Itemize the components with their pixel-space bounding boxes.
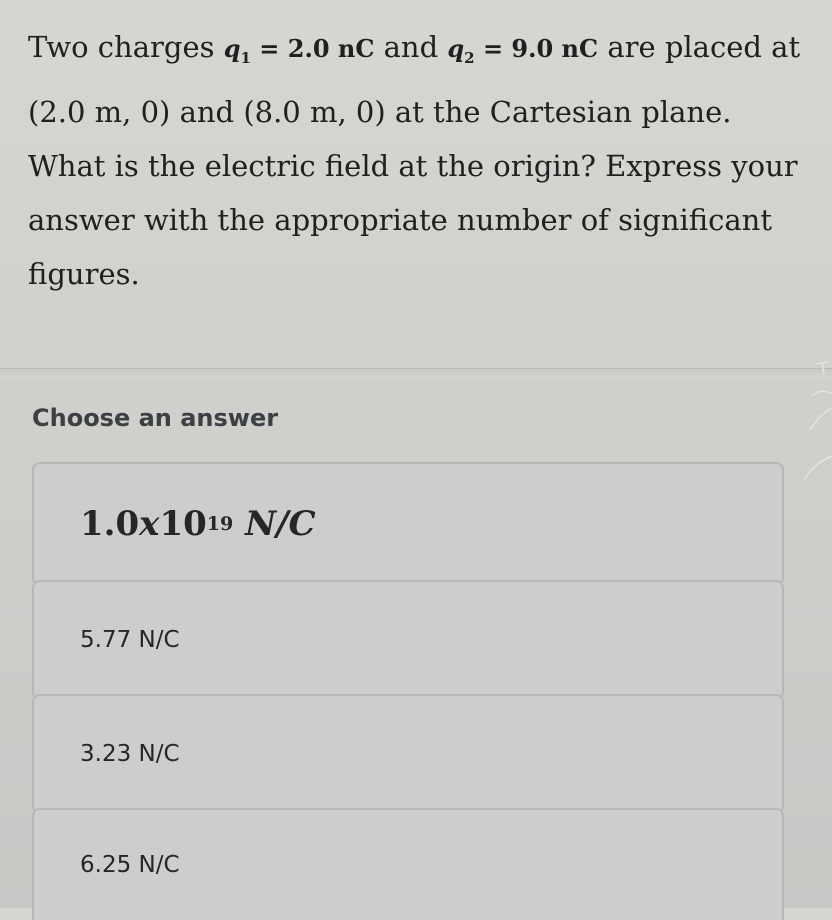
question-and: and — [383, 30, 439, 64]
answer-option-b[interactable] — [32, 580, 784, 700]
screen-edge-crack — [782, 360, 832, 540]
answer-option-c[interactable] — [32, 694, 784, 814]
answer-option-d-label: 6.25 N/C — [80, 852, 180, 878]
choose-answer-label: Choose an answer — [32, 404, 279, 432]
answer-option-c-label: 3.23 N/C — [80, 741, 180, 767]
answer-option-a[interactable]: 1.0 x 10 19 N/C — [32, 462, 784, 586]
question-text — [28, 20, 818, 301]
section-divider — [0, 368, 832, 379]
charge-q1: $q_1 = 2.0$ nC — [223, 34, 375, 67]
answer-options — [32, 462, 784, 920]
question-body: are placed at (2.0 m, 0) and (8.0 m, 0) at the Cartesian plane. What is the electric field at the origin? Express your answer with the appropriate number of significant figures. — [28, 30, 801, 291]
question-intro: Two charges — [28, 30, 215, 64]
answer-option-b-label: 5.77 N/C — [80, 627, 180, 653]
charge-q2: $q_2 = 9.0$ nC — [447, 34, 599, 67]
answer-option-d[interactable] — [32, 808, 784, 920]
